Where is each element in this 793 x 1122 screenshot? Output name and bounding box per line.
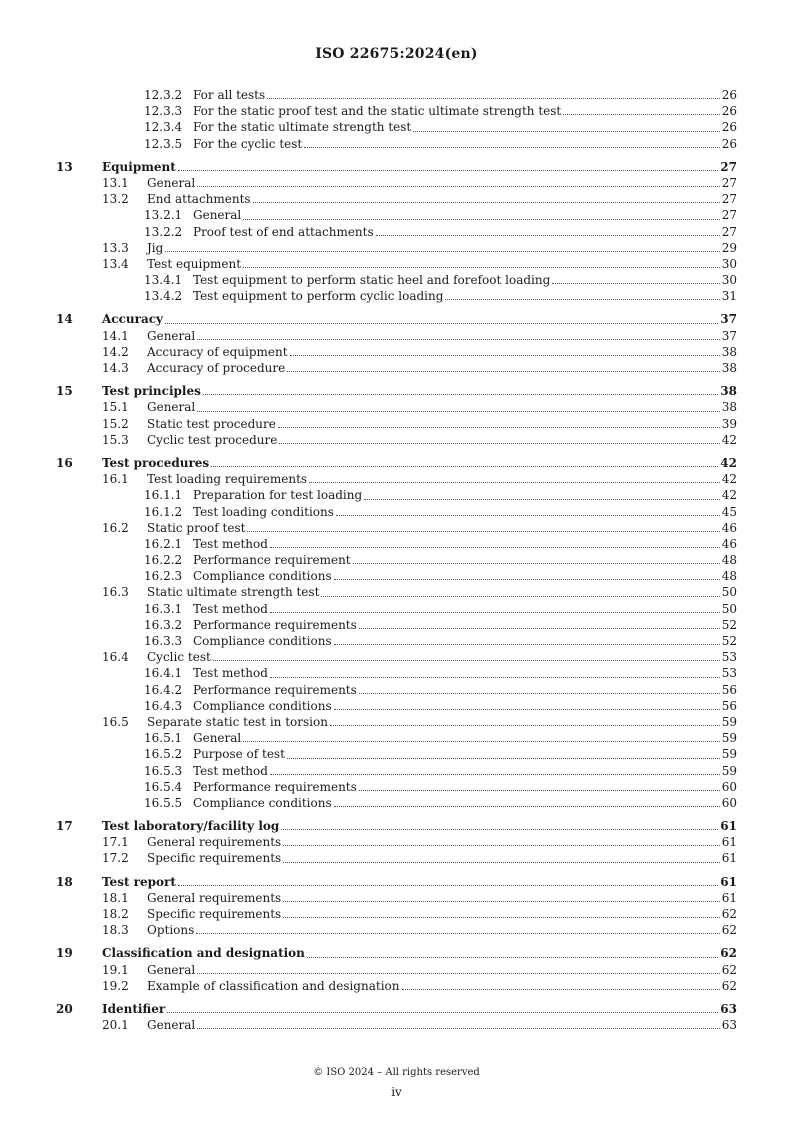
toc-entry-title: Test method: [193, 536, 268, 551]
toc-entry[interactable]: [56, 536, 737, 552]
dot-leader: [283, 900, 720, 902]
toc-page-number: 27: [720, 159, 737, 174]
toc-section-number: 14.2: [102, 344, 129, 359]
toc-entry-title: Identifier: [102, 1001, 166, 1016]
toc-section-number: 19.1: [102, 962, 129, 977]
dot-leader: [253, 201, 720, 203]
toc-page-number: 38: [720, 384, 737, 399]
toc-entry[interactable]: [56, 552, 737, 568]
toc-section-number: 17.1: [102, 835, 129, 850]
toc-entry-title: Accuracy: [102, 312, 164, 327]
toc-entry[interactable]: [56, 288, 737, 304]
dot-leader: [197, 1027, 719, 1029]
toc-entry-title: Performance requirements: [193, 617, 357, 632]
toc-entry[interactable]: [56, 922, 737, 938]
dot-leader: [267, 97, 720, 99]
dot-leader: [359, 692, 720, 694]
toc-page-number: 30: [721, 256, 737, 271]
toc-page-number: 61: [721, 890, 737, 905]
toc-entry-title: Jig: [147, 240, 164, 255]
toc-entry-title: Equipment: [102, 159, 176, 174]
toc-entry[interactable]: [56, 256, 737, 272]
dot-leader: [270, 546, 720, 548]
toc-entry[interactable]: [56, 714, 737, 730]
dot-leader: [279, 442, 719, 444]
toc-entry-title: Test equipment: [147, 256, 242, 271]
toc-page-number: 52: [721, 617, 737, 632]
toc-page-number: 62: [721, 923, 737, 938]
toc-page-number: 60: [721, 795, 737, 810]
toc-entry[interactable]: [56, 87, 737, 103]
toc-chapter-number: 16: [56, 455, 73, 470]
toc-chapter-entry[interactable]: [56, 818, 737, 834]
toc-entry-title: General requirements: [147, 890, 282, 905]
toc-page-number: 62: [720, 946, 737, 961]
toc-entry-title: Test equipment to perform cyclic loading: [193, 289, 444, 304]
dot-leader: [309, 481, 720, 483]
toc-section-number: 16.2.1: [144, 536, 183, 551]
toc-entry-title: General: [147, 962, 196, 977]
toc-page-number: 56: [721, 698, 737, 713]
dot-leader: [402, 988, 720, 990]
toc-entry[interactable]: [56, 795, 737, 811]
toc-page-number: 38: [721, 400, 737, 415]
toc-entry-title: Compliance conditions: [193, 569, 332, 584]
toc-entry-title: Test method: [193, 601, 268, 616]
toc-section-number: 18.1: [102, 890, 129, 905]
toc-entry-title: Test method: [193, 763, 268, 778]
toc-section-number: 16.1.2: [144, 504, 183, 519]
toc-page-number: 59: [721, 763, 737, 778]
toc-entry[interactable]: [56, 746, 737, 762]
dot-leader: [334, 578, 720, 580]
toc-section-number: 18.3: [102, 923, 129, 938]
toc-entry-title: Performance requirement: [193, 553, 351, 568]
dot-leader: [353, 562, 720, 564]
toc-page-number: 61: [721, 851, 737, 866]
dot-leader: [334, 708, 720, 710]
toc-section-number: 13.4.1: [144, 273, 183, 288]
toc-page-number: 45: [721, 504, 737, 519]
toc-entry-title: Cyclic test: [147, 650, 211, 665]
toc-entry[interactable]: [56, 471, 737, 487]
toc-page-number: 63: [721, 1018, 737, 1033]
dot-leader: [270, 611, 720, 613]
toc-chapter-number: 13: [56, 159, 73, 174]
toc-section-number: 13.3: [102, 240, 129, 255]
toc-chapter-number: 19: [56, 946, 73, 961]
toc-section-number: 15.1: [102, 400, 129, 415]
toc-entry[interactable]: [56, 520, 737, 536]
toc-section-number: 16.2.2: [144, 553, 183, 568]
toc-section-number: 16.5.3: [144, 763, 183, 778]
toc-page-number: 38: [721, 361, 737, 375]
dot-leader: [196, 932, 719, 934]
toc-entry[interactable]: [56, 601, 737, 617]
toc-section-number: 16.5.5: [144, 795, 183, 810]
toc-page-number: 61: [721, 835, 737, 850]
dot-leader: [287, 370, 719, 372]
toc-chapter-entry[interactable]: [56, 945, 737, 961]
toc-entry-title: General: [147, 175, 196, 190]
toc-entry-title: Performance requirements: [193, 779, 357, 794]
toc-chapter-entry[interactable]: [56, 383, 737, 399]
toc-page-number: 42: [721, 488, 737, 503]
dot-leader: [445, 298, 719, 300]
toc-page-number: 59: [721, 747, 737, 762]
toc-entry[interactable]: [56, 432, 737, 448]
toc-entry[interactable]: [56, 665, 737, 681]
toc-section-number: 16.1.1: [144, 488, 183, 503]
dot-leader: [413, 130, 719, 132]
toc-page-number: 26: [721, 120, 737, 135]
dot-leader: [290, 354, 720, 356]
toc-entry[interactable]: [56, 240, 737, 256]
toc-entry-title: Static ultimate strength test: [147, 585, 320, 600]
toc-chapter-entry[interactable]: [56, 1001, 737, 1017]
dot-leader: [165, 250, 719, 252]
dot-leader: [283, 844, 720, 846]
toc-page-number: 27: [721, 192, 737, 207]
toc-section-number: 16.5.1: [144, 731, 183, 746]
toc-section-number: 17.2: [102, 851, 129, 866]
toc-section-number: 15.2: [102, 416, 129, 431]
toc-entry-title: End attachments: [147, 192, 251, 207]
dot-leader: [178, 169, 718, 171]
toc-entry-title: Cyclic test procedure: [147, 432, 278, 447]
toc-entry-title: Performance requirements: [193, 682, 357, 697]
toc-entry-title: Specific requirements: [147, 851, 282, 866]
toc-entry[interactable]: [56, 682, 737, 698]
toc-entry[interactable]: [56, 360, 737, 376]
dot-leader: [330, 724, 720, 726]
toc-page-number: 61: [720, 819, 737, 834]
toc-page-number: 63: [720, 1001, 737, 1016]
toc-section-number: 13.4.2: [144, 289, 183, 304]
toc-entry-title: Test procedures: [102, 455, 210, 470]
toc-page-number: 50: [721, 585, 737, 600]
toc-page-number: 48: [721, 553, 737, 568]
toc-page-number: 60: [721, 779, 737, 794]
dot-leader: [243, 218, 719, 220]
dot-leader: [270, 676, 720, 678]
toc-section-number: 16.4: [102, 650, 129, 665]
toc-entry[interactable]: [56, 633, 737, 649]
toc-entry[interactable]: [56, 136, 737, 152]
toc-page-number: 46: [721, 536, 737, 551]
toc-entry-title: Separate static test in torsion: [147, 714, 328, 729]
toc-section-number: 13.2.2: [144, 224, 183, 239]
toc-page-number: 42: [721, 472, 737, 487]
dot-leader: [243, 740, 719, 742]
toc-entry[interactable]: [56, 399, 737, 415]
toc-section-number: 12.3.3: [144, 104, 183, 119]
dot-leader: [243, 266, 720, 268]
dot-leader: [359, 789, 720, 791]
toc-entry-title: Test laboratory/facility log: [102, 819, 280, 834]
toc-page-number: 53: [721, 666, 737, 681]
toc-section-number: 16.5.2: [144, 747, 183, 762]
toc-page-number: 59: [721, 714, 737, 729]
toc-entry[interactable]: [56, 978, 737, 994]
dot-leader: [376, 234, 720, 236]
toc-entry-title: General: [193, 208, 242, 223]
toc-section-number: 14.3: [102, 361, 129, 375]
dot-leader: [321, 595, 719, 597]
dot-leader: [165, 322, 718, 324]
toc-entry-title: For the static proof test and the static ultimate strength test: [193, 104, 562, 119]
toc-entry-title: General: [147, 328, 196, 343]
dot-leader: [552, 282, 719, 284]
dot-leader: [197, 972, 719, 974]
toc-section-number: 16.4.2: [144, 682, 183, 697]
table-of-contents: [56, 87, 737, 1033]
toc-chapter-entry[interactable]: [56, 311, 737, 327]
toc-page-number: 27: [721, 208, 737, 223]
toc-entry[interactable]: [56, 119, 737, 135]
toc-entry[interactable]: [56, 906, 737, 922]
toc-section-number: 16.2: [102, 520, 129, 535]
toc-entry-title: Test method: [193, 666, 268, 681]
toc-entry-title: General requirements: [147, 835, 282, 850]
toc-page-number: 37: [720, 312, 737, 327]
toc-section-number: 13.1: [102, 175, 129, 190]
toc-section-number: 13.2.1: [144, 208, 183, 223]
dot-leader: [247, 530, 719, 532]
toc-section-number: 16.5: [102, 714, 129, 729]
toc-page-number: 62: [721, 978, 737, 993]
toc-entry[interactable]: [56, 487, 737, 503]
toc-entry-title: Classification and designation: [102, 946, 305, 961]
dot-leader: [334, 643, 720, 645]
toc-page-number: 31: [721, 289, 737, 304]
toc-entry[interactable]: [56, 224, 737, 240]
toc-page-number: 48: [721, 569, 737, 584]
toc-chapter-number: 17: [56, 819, 73, 834]
toc-section-number: 13.2: [102, 192, 129, 207]
dot-leader: [359, 627, 720, 629]
toc-section-number: 19.2: [102, 978, 129, 993]
toc-entry[interactable]: [56, 568, 737, 584]
toc-entry[interactable]: [56, 103, 737, 119]
toc-section-number: 12.3.5: [144, 136, 183, 151]
toc-section-number: 16.3.2: [144, 617, 183, 632]
toc-entry-title: Test report: [102, 874, 176, 889]
dot-leader: [178, 884, 718, 886]
dot-leader: [304, 146, 719, 148]
toc-page-number: 27: [721, 224, 737, 239]
toc-page-number: 29: [721, 240, 737, 255]
toc-entry-title: For the static ultimate strength test: [193, 120, 412, 135]
toc-entry-title: Purpose of test: [193, 747, 285, 762]
toc-entry[interactable]: [56, 890, 737, 906]
toc-section-number: 13.4: [102, 256, 129, 271]
toc-entry[interactable]: [56, 617, 737, 633]
toc-entry[interactable]: [56, 416, 737, 432]
toc-entry[interactable]: [56, 779, 737, 795]
toc-entry[interactable]: [56, 328, 737, 344]
toc-chapter-number: 14: [56, 312, 73, 327]
toc-entry[interactable]: [56, 175, 737, 191]
toc-entry-title: Options: [147, 923, 195, 938]
dot-leader: [287, 757, 720, 759]
toc-section-number: 16.3.1: [144, 601, 183, 616]
toc-page-number: 27: [721, 175, 737, 190]
toc-entry[interactable]: [56, 504, 737, 520]
toc-entry[interactable]: [56, 272, 737, 288]
dot-leader: [278, 426, 720, 428]
toc-entry-title: General: [147, 400, 196, 415]
toc-chapter-entry[interactable]: [56, 455, 737, 471]
toc-entry-title: Static test procedure: [147, 416, 276, 431]
toc-section-number: 14.1: [102, 328, 129, 343]
toc-entry-title: Test loading requirements: [147, 472, 308, 487]
toc-entry[interactable]: [56, 962, 737, 978]
document-header: ISO 22675:2024(en): [315, 46, 478, 62]
toc-page-number: 62: [721, 907, 737, 921]
toc-section-number: 16.4.3: [144, 698, 183, 713]
toc-section-number: 16.1: [102, 472, 129, 487]
toc-section-number: 20.1: [102, 1018, 129, 1033]
toc-page-number: 26: [721, 88, 737, 102]
toc-page-number: 53: [721, 650, 737, 665]
toc-entry-title: Compliance conditions: [193, 795, 332, 810]
toc-chapter-number: 20: [56, 1001, 73, 1016]
toc-section-number: 15.3: [102, 432, 129, 447]
toc-section-number: 16.5.4: [144, 779, 183, 794]
toc-entry[interactable]: [56, 191, 737, 207]
dot-leader: [211, 465, 718, 467]
toc-page-number: 62: [721, 962, 737, 977]
toc-page-number: 50: [721, 601, 737, 616]
toc-entry[interactable]: [56, 834, 737, 850]
toc-section-number: 16.3: [102, 585, 129, 600]
toc-page-number: 42: [720, 455, 737, 470]
toc-entry-title: Example of classification and designation: [147, 978, 400, 993]
toc-entry-title: Test loading conditions: [193, 504, 334, 519]
toc-section-number: 16.3.3: [144, 634, 183, 648]
toc-chapter-number: 18: [56, 874, 73, 889]
toc-entry-title: For all tests: [193, 88, 266, 102]
toc-page-number: 26: [721, 104, 737, 119]
toc-entry[interactable]: [56, 850, 737, 866]
toc-page-number: 30: [721, 273, 737, 288]
dot-leader: [563, 113, 719, 115]
toc-entry-title: Static proof test: [147, 520, 246, 535]
toc-page-number: 38: [721, 344, 737, 359]
toc-entry-title: Proof test of end attachments: [193, 224, 374, 239]
toc-entry[interactable]: [56, 763, 737, 779]
page-number: iv: [391, 1085, 402, 1099]
dot-leader: [213, 659, 720, 661]
toc-entry[interactable]: [56, 730, 737, 746]
toc-entry[interactable]: [56, 698, 737, 714]
dot-leader: [334, 805, 720, 807]
toc-page-number: 37: [721, 328, 737, 343]
dot-leader: [283, 916, 720, 918]
dot-leader: [336, 514, 720, 516]
toc-section-number: 16.4.1: [144, 666, 183, 681]
toc-entry-title: Compliance conditions: [193, 698, 332, 713]
toc-section-number: 12.3.4: [144, 120, 183, 135]
toc-page-number: 56: [721, 682, 737, 697]
toc-entry-title: General: [147, 1018, 196, 1033]
dot-leader: [197, 338, 719, 340]
toc-entry[interactable]: [56, 1017, 737, 1033]
toc-chapter-number: 15: [56, 384, 73, 399]
copyright-notice: © ISO 2024 – All rights reserved: [313, 1067, 480, 1078]
toc-entry[interactable]: [56, 649, 737, 665]
toc-entry-title: Test equipment to perform static heel and forefoot loading: [193, 273, 551, 288]
toc-entry-title: Accuracy of equipment: [147, 344, 288, 359]
toc-entry-title: Compliance conditions: [193, 634, 332, 648]
toc-section-number: 16.2.3: [144, 569, 183, 584]
toc-page-number: 39: [721, 416, 737, 431]
toc-entry[interactable]: [56, 207, 737, 223]
dot-leader: [281, 828, 718, 830]
toc-page-number: 26: [721, 136, 737, 151]
toc-entry-title: For the cyclic test: [193, 136, 303, 151]
toc-section-number: 18.2: [102, 907, 129, 921]
toc-section-number: 12.3.2: [144, 88, 183, 102]
dot-leader: [270, 773, 720, 775]
toc-page-number: 52: [721, 634, 737, 648]
dot-leader: [203, 393, 718, 395]
dot-leader: [283, 861, 720, 863]
dot-leader: [364, 498, 720, 500]
dot-leader: [197, 185, 719, 187]
toc-entry-title: Specific requirements: [147, 907, 282, 921]
toc-chapter-entry[interactable]: [56, 159, 737, 175]
toc-page-number: 61: [720, 874, 737, 889]
toc-entry-title: Accuracy of procedure: [147, 361, 286, 375]
dot-leader: [307, 956, 718, 958]
toc-page-number: 42: [721, 432, 737, 447]
toc-entry[interactable]: [56, 344, 737, 360]
toc-entry[interactable]: [56, 584, 737, 600]
toc-entry-title: Preparation for test loading: [193, 488, 363, 503]
toc-entry-title: General: [193, 731, 242, 746]
toc-page-number: 59: [721, 731, 737, 746]
toc-page-number: 46: [721, 520, 737, 535]
dot-leader: [197, 410, 719, 412]
toc-chapter-entry[interactable]: [56, 874, 737, 890]
toc-entry-title: Test principles: [102, 384, 201, 399]
dot-leader: [167, 1011, 718, 1013]
